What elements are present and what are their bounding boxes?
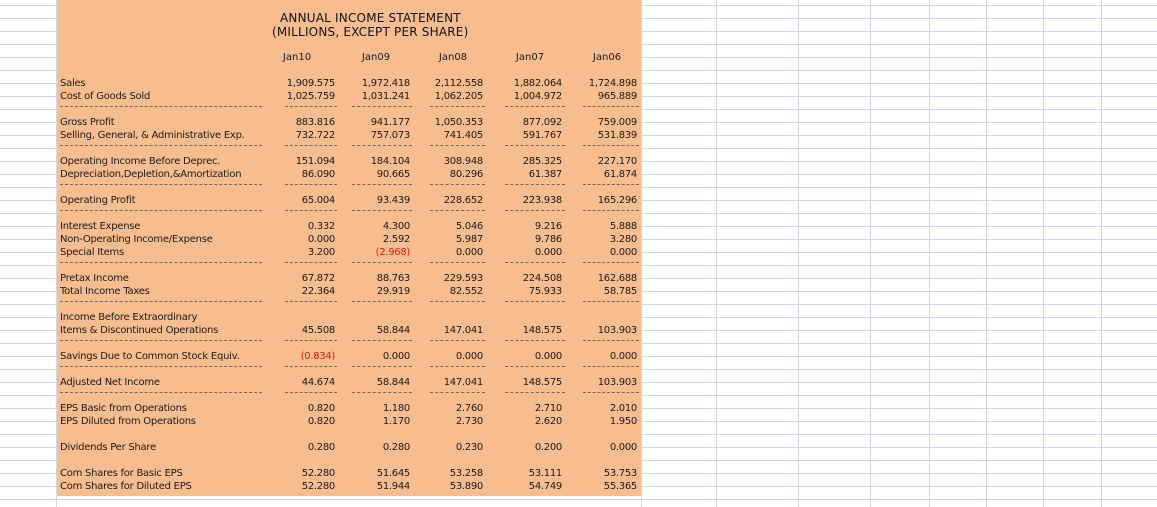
value-cell[interactable]: 65.004 [301,195,335,206]
column-header[interactable]: Jan09 [361,52,391,63]
value-cell[interactable]: 151.094 [295,156,335,167]
separator-line [352,340,412,341]
value-cell[interactable]: 148.575 [522,377,562,388]
value-cell[interactable]: 0.280 [307,442,335,453]
value-cell[interactable]: 29.919 [376,286,410,297]
row-label[interactable]: Pretax Income [60,273,129,284]
separator-line [583,145,639,146]
separator-line [60,145,262,146]
separator-line [352,262,412,263]
value-cell[interactable]: 53.753 [603,468,637,479]
separator-line [430,184,485,185]
value-cell[interactable]: 531.839 [597,130,637,141]
value-cell[interactable]: 51.645 [376,468,410,479]
row-label[interactable]: Non-Operating Income/Expense [60,234,213,245]
value-cell[interactable]: 0.230 [455,442,483,453]
value-cell[interactable]: 103.903 [597,377,637,388]
separator-line [60,392,262,393]
separator-line [285,340,337,341]
value-cell[interactable]: 228.652 [443,195,483,206]
separator-line [583,340,639,341]
value-cell[interactable]: 2.010 [609,403,637,414]
separator-line [583,106,639,107]
value-cell[interactable]: 75.933 [528,286,562,297]
value-cell[interactable]: 227.170 [597,156,637,167]
value-cell[interactable]: 285.325 [522,156,562,167]
value-cell[interactable]: 0.820 [307,403,335,414]
value-cell[interactable]: 3.200 [307,247,335,258]
row-label[interactable]: Sales [60,78,86,89]
value-cell[interactable]: 103.903 [597,325,637,336]
value-cell[interactable]: 2.730 [455,416,483,427]
row-label[interactable]: Gross Profit [60,117,115,128]
separator-line [60,106,262,107]
separator-line [583,210,639,211]
row-label[interactable]: Total Income Taxes [60,286,150,297]
value-cell[interactable]: 58.844 [376,377,410,388]
row-label[interactable]: Special Items [60,247,124,258]
separator-line [505,210,565,211]
separator-line [430,262,485,263]
value-cell[interactable]: 1.950 [609,416,637,427]
separator-line [583,262,639,263]
separator-line [430,366,485,367]
value-cell[interactable]: 0.000 [534,351,562,362]
separator-line [285,392,337,393]
value-cell[interactable]: 53.111 [528,468,562,479]
value-cell[interactable]: 757.073 [370,130,410,141]
value-cell[interactable]: 0.000 [307,234,335,245]
value-cell[interactable]: 759.009 [597,117,637,128]
row-label[interactable]: Com Shares for Diluted EPS [60,481,192,492]
column-header[interactable]: Jan06 [592,52,622,63]
row-label[interactable]: Cost of Goods Sold [60,91,151,102]
separator-line [505,145,565,146]
value-cell[interactable]: 148.575 [522,325,562,336]
value-cell[interactable]: 58.844 [376,325,410,336]
separator-line [285,262,337,263]
value-cell[interactable]: 1.180 [382,403,410,414]
value-cell[interactable]: (2.968) [375,247,410,258]
value-cell[interactable]: 741.405 [443,130,483,141]
row-label[interactable]: Operating Profit [60,195,136,206]
value-cell[interactable]: 223.938 [522,195,562,206]
value-cell[interactable]: 80.296 [449,169,483,180]
value-cell[interactable]: 93.439 [376,195,410,206]
separator-line [583,184,639,185]
separator-line [60,210,262,211]
separator-line [285,366,337,367]
separator-line [583,392,639,393]
row-label[interactable]: Dividends Per Share [60,442,156,453]
value-cell[interactable]: 0.332 [307,221,335,232]
value-cell[interactable]: 1,025.759 [286,91,335,102]
value-cell[interactable]: 4.300 [382,221,410,232]
row-label[interactable]: Operating Income Before Deprec. [60,156,221,167]
value-cell[interactable]: 45.508 [301,325,335,336]
separator-line [352,145,412,146]
column-header[interactable]: Jan08 [438,52,468,63]
separator-line [352,210,412,211]
column-header[interactable]: Jan07 [515,52,545,63]
value-cell[interactable]: 1,972.418 [361,78,410,89]
separator-line [352,392,412,393]
value-cell[interactable]: 0.000 [609,442,637,453]
value-cell[interactable]: 0.000 [609,247,637,258]
value-cell[interactable]: 54.749 [528,481,562,492]
value-cell[interactable]: 2.760 [455,403,483,414]
value-cell[interactable]: 5.888 [609,221,637,232]
separator-line [352,366,412,367]
value-cell[interactable]: 53.258 [449,468,483,479]
value-cell[interactable]: 1,031.241 [361,91,410,102]
row-label[interactable]: Selling, General, & Administrative Exp. [60,130,245,141]
separator-line [352,184,412,185]
value-cell[interactable]: 44.674 [301,377,335,388]
value-cell[interactable]: 941.177 [370,117,410,128]
separator-line [285,106,337,107]
value-cell[interactable]: 308.948 [443,156,483,167]
value-cell[interactable]: 0.000 [609,351,637,362]
value-cell[interactable]: 51.944 [376,481,410,492]
separator-line [352,106,412,107]
row-label[interactable]: Depreciation,Depletion,&Amortization [60,169,242,180]
separator-line [505,392,565,393]
separator-line [583,366,639,367]
value-cell[interactable]: 229.593 [443,273,483,284]
value-cell[interactable]: 877.092 [522,117,562,128]
value-cell[interactable]: 61.874 [603,169,637,180]
value-cell[interactable]: 3.280 [609,234,637,245]
value-cell[interactable]: 5.987 [455,234,483,245]
separator-line [352,301,412,302]
value-cell[interactable]: 0.280 [382,442,410,453]
separator-line [505,366,565,367]
separator-line [505,301,565,302]
value-cell[interactable]: 52.280 [301,468,335,479]
row-label[interactable]: Items & Discontinued Operations [60,325,219,336]
value-cell[interactable]: 0.000 [382,351,410,362]
separator-line [505,262,565,263]
separator-line [60,301,262,302]
value-cell[interactable]: 9.216 [534,221,562,232]
value-cell[interactable]: 224.508 [522,273,562,284]
value-cell[interactable]: 1,909.575 [286,78,335,89]
value-cell[interactable]: 165.296 [597,195,637,206]
value-cell[interactable]: 0.820 [307,416,335,427]
row-label[interactable]: Savings Due to Common Stock Equiv. [60,351,240,362]
value-cell[interactable]: 82.552 [449,286,483,297]
value-cell[interactable]: 0.000 [534,247,562,258]
separator-line [285,145,337,146]
value-cell[interactable]: 86.090 [301,169,335,180]
value-cell[interactable]: 732.722 [295,130,335,141]
value-cell[interactable]: 5.046 [455,221,483,232]
separator-line [505,340,565,341]
row-label[interactable]: EPS Basic from Operations [60,403,187,414]
row-label[interactable]: Adjusted Net Income [60,377,160,388]
value-cell[interactable]: 88.763 [376,273,410,284]
value-cell[interactable]: 1,724.898 [588,78,637,89]
value-cell[interactable]: 147.041 [443,325,483,336]
row-label[interactable]: Com Shares for Basic EPS [60,468,183,479]
statement-subtitle: (MILLIONS, EXCEPT PER SHARE) [272,25,469,39]
value-cell[interactable]: 2,112.558 [434,78,483,89]
separator-line [505,106,565,107]
value-cell[interactable]: 0.200 [534,442,562,453]
separator-line [430,301,485,302]
value-cell[interactable]: 67.872 [301,273,335,284]
value-cell[interactable]: 1,050.353 [434,117,483,128]
separator-line [430,392,485,393]
value-cell[interactable]: 147.041 [443,377,483,388]
value-cell[interactable]: 184.104 [370,156,410,167]
separator-line [430,210,485,211]
value-cell[interactable]: (0.834) [300,351,335,362]
separator-line [60,262,262,263]
value-cell[interactable]: 1,062.205 [434,91,483,102]
row-label[interactable]: Income Before Extraordinary [60,312,198,323]
separator-line [285,301,337,302]
value-cell[interactable]: 58.785 [603,286,637,297]
value-cell[interactable]: 22.364 [301,286,335,297]
value-cell[interactable]: 53.890 [449,481,483,492]
row-label[interactable]: EPS Diluted from Operations [60,416,196,427]
value-cell[interactable]: 2.620 [534,416,562,427]
value-cell[interactable]: 55.365 [603,481,637,492]
value-cell[interactable]: 2.592 [382,234,410,245]
value-cell[interactable]: 1,882.064 [513,78,562,89]
value-cell[interactable]: 61.387 [528,169,562,180]
value-cell[interactable]: 1,004.972 [513,91,562,102]
value-cell[interactable]: 2.710 [534,403,562,414]
value-cell[interactable]: 1.170 [382,416,410,427]
value-cell[interactable]: 883.816 [295,117,335,128]
separator-line [430,340,485,341]
separator-line [430,106,485,107]
row-label[interactable]: Interest Expense [60,221,141,232]
separator-line [505,184,565,185]
value-cell[interactable]: 965.889 [597,91,637,102]
value-cell[interactable]: 0.000 [455,351,483,362]
value-cell[interactable]: 52.280 [301,481,335,492]
value-cell[interactable]: 591.767 [522,130,562,141]
separator-line [285,210,337,211]
separator-line [60,184,262,185]
separator-line [60,366,262,367]
separator-line [285,184,337,185]
value-cell[interactable]: 90.665 [376,169,410,180]
column-header[interactable]: Jan10 [282,52,312,63]
value-cell[interactable]: 0.000 [455,247,483,258]
value-cell[interactable]: 162.688 [597,273,637,284]
separator-line [60,340,262,341]
value-cell[interactable]: 9.786 [534,234,562,245]
separator-line [430,145,485,146]
separator-line [583,301,639,302]
statement-title: ANNUAL INCOME STATEMENT [280,11,461,25]
